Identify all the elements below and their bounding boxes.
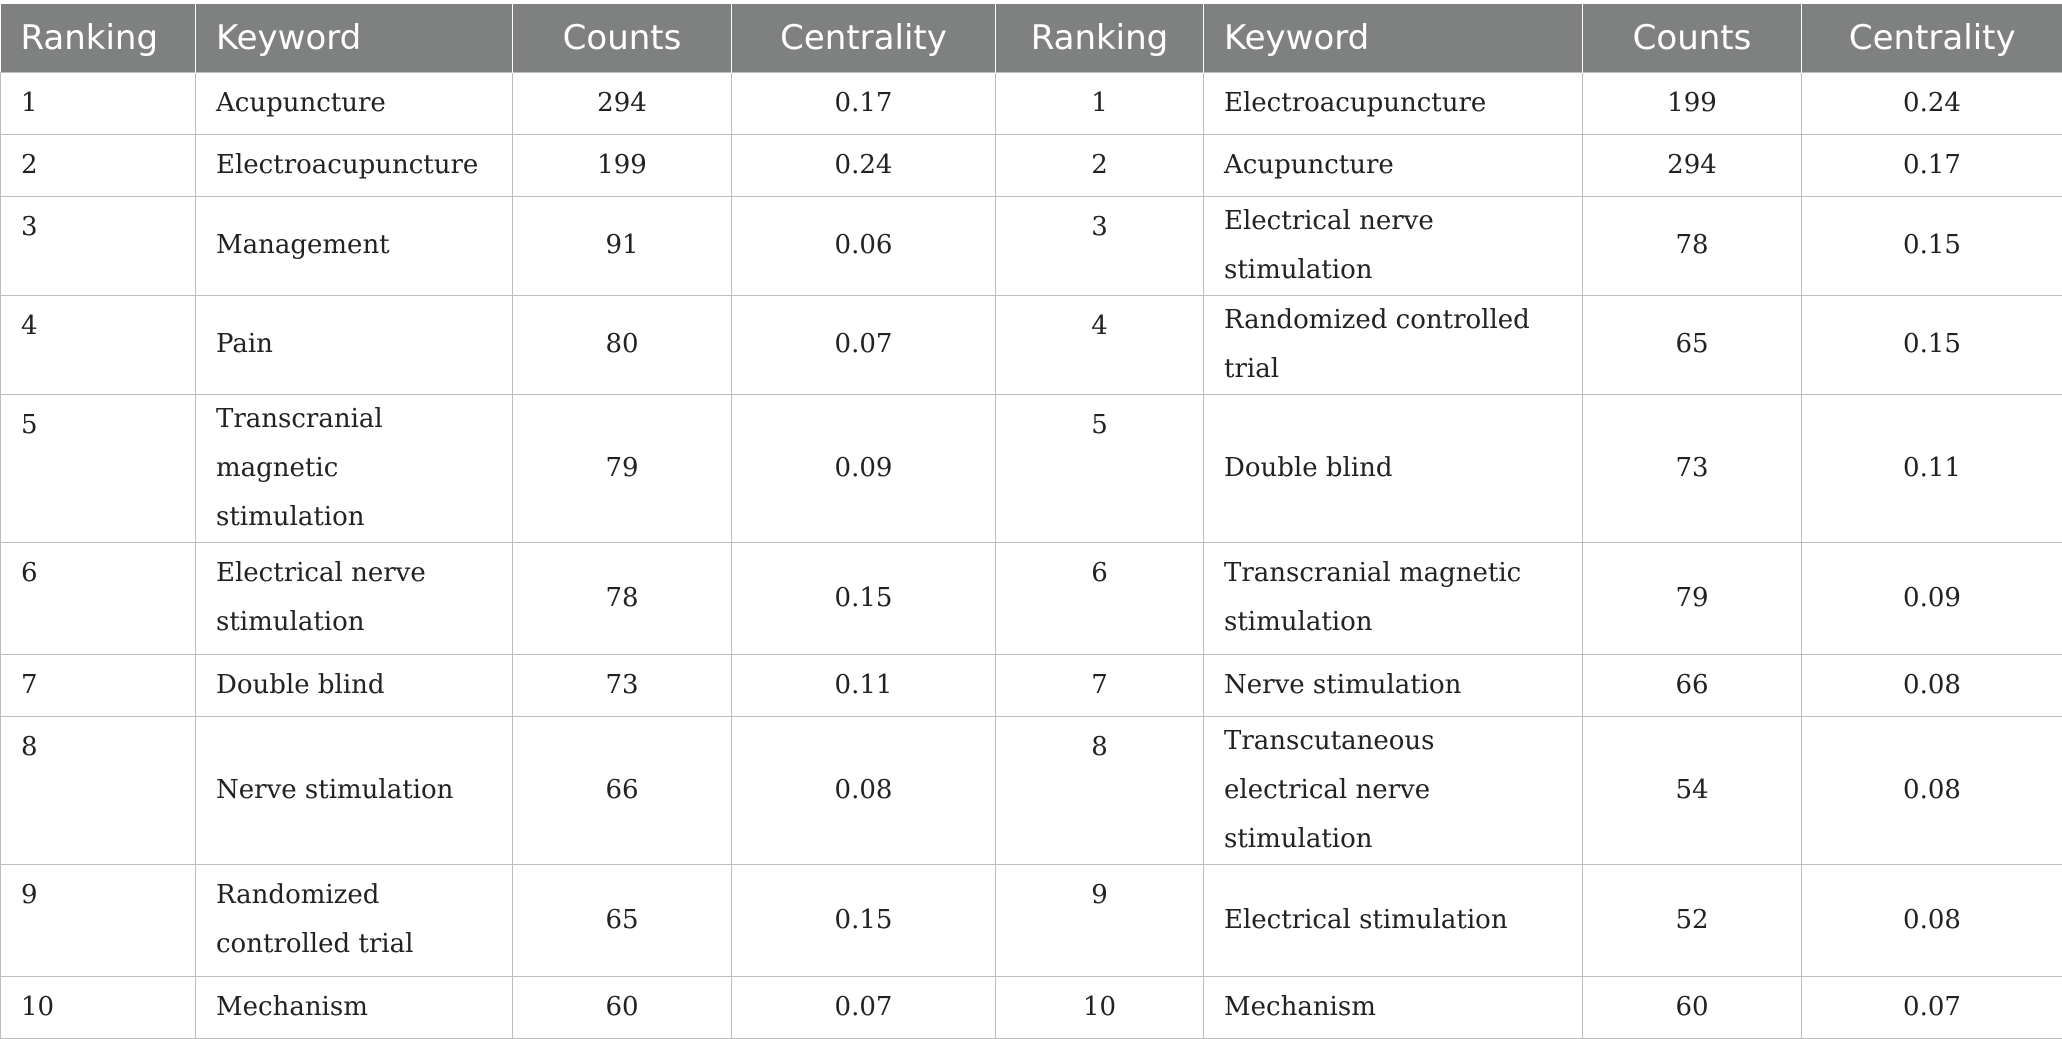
keyword-cell: Acupuncture [1204,134,1583,196]
rank-cell: 2 [996,134,1204,196]
centrality-cell: 0.08 [732,716,996,864]
counts-cell: 91 [513,196,732,295]
counts-cell: 73 [1583,394,1802,542]
keyword-cell: Electroacupuncture [1204,72,1583,134]
counts-cell: 79 [513,394,732,542]
rank-cell: 5 [996,394,1204,542]
keyword-ranking-table-container [0,4,2062,1039]
centrality-cell: 0.17 [1802,134,2062,196]
keyword-cell: Management [196,196,513,295]
centrality-cell: 0.07 [1802,976,2062,1038]
table-row [1,716,2062,864]
table-row [1,976,2062,1038]
rank-cell: 4 [1,295,196,394]
counts-cell: 66 [513,716,732,864]
counts-cell: 73 [513,654,732,716]
table-row [1,654,2062,716]
keyword-cell: Electrical stimulation [1204,864,1583,976]
counts-cell: 54 [1583,716,1802,864]
centrality-cell: 0.24 [732,134,996,196]
keyword-cell: Double blind [196,654,513,716]
counts-cell: 78 [1583,196,1802,295]
counts-cell: 65 [1583,295,1802,394]
counts-cell: 65 [513,864,732,976]
counts-cell: 66 [1583,654,1802,716]
rank-cell: 7 [1,654,196,716]
rank-cell: 4 [996,295,1204,394]
table-row [1,134,2062,196]
header-ranking-right: Ranking [996,4,1204,72]
counts-cell: 294 [513,72,732,134]
centrality-cell: 0.07 [732,976,996,1038]
centrality-cell: 0.08 [1802,864,2062,976]
keyword-cell: Nerve stimulation [196,716,513,864]
counts-cell: 294 [1583,134,1802,196]
table-row [1,295,2062,394]
table-row [1,196,2062,295]
table-row [1,864,2062,976]
table-row [1,72,2062,134]
rank-cell: 3 [996,196,1204,295]
header-counts-left: Counts [513,4,732,72]
rank-cell: 10 [1,976,196,1038]
counts-cell: 199 [513,134,732,196]
keyword-cell: Electroacupuncture [196,134,513,196]
keyword-cell: Electrical nerve stimulation [196,542,513,654]
keyword-cell: Mechanism [1204,976,1583,1038]
centrality-cell: 0.15 [1802,295,2062,394]
keyword-cell: Acupuncture [196,72,513,134]
centrality-cell: 0.08 [1802,654,2062,716]
rank-cell: 9 [1,864,196,976]
table-row [1,542,2062,654]
counts-cell: 60 [513,976,732,1038]
table-row [1,394,2062,542]
keyword-cell: Mechanism [196,976,513,1038]
rank-cell: 8 [1,716,196,864]
counts-cell: 79 [1583,542,1802,654]
header-centrality-left: Centrality [732,4,996,72]
rank-cell: 8 [996,716,1204,864]
centrality-cell: 0.15 [1802,196,2062,295]
keyword-cell: Randomized controlled trial [1204,295,1583,394]
rank-cell: 1 [996,72,1204,134]
keyword-cell: Double blind [1204,394,1583,542]
header-keyword-left: Keyword [196,4,513,72]
keyword-cell: Randomized controlled trial [196,864,513,976]
centrality-cell: 0.09 [1802,542,2062,654]
header-ranking-left: Ranking [1,4,196,72]
rank-cell: 9 [996,864,1204,976]
centrality-cell: 0.17 [732,72,996,134]
keyword-cell: Pain [196,295,513,394]
centrality-cell: 0.15 [732,542,996,654]
rank-cell: 5 [1,394,196,542]
counts-cell: 52 [1583,864,1802,976]
header-row [1,4,2062,72]
keyword-cell: Nerve stimulation [1204,654,1583,716]
keyword-cell: Electrical nerve stimulation [1204,196,1583,295]
centrality-cell: 0.06 [732,196,996,295]
counts-cell: 199 [1583,72,1802,134]
table-header [1,4,2062,72]
header-keyword-right: Keyword [1204,4,1583,72]
header-counts-right: Counts [1583,4,1802,72]
centrality-cell: 0.11 [1802,394,2062,542]
keyword-cell: Transcranial magnetic stimulation [196,394,513,542]
centrality-cell: 0.09 [732,394,996,542]
rank-cell: 1 [1,72,196,134]
rank-cell: 2 [1,134,196,196]
counts-cell: 78 [513,542,732,654]
table-body [1,72,2062,1038]
centrality-cell: 0.11 [732,654,996,716]
centrality-cell: 0.08 [1802,716,2062,864]
header-centrality-right: Centrality [1802,4,2062,72]
counts-cell: 80 [513,295,732,394]
rank-cell: 3 [1,196,196,295]
centrality-cell: 0.07 [732,295,996,394]
keyword-cell: Transcranial magnetic stimulation [1204,542,1583,654]
centrality-cell: 0.15 [732,864,996,976]
centrality-cell: 0.24 [1802,72,2062,134]
keyword-ranking-table [0,4,2062,1039]
rank-cell: 6 [1,542,196,654]
rank-cell: 6 [996,542,1204,654]
keyword-cell: Transcutaneous electrical nerve stimulation [1204,716,1583,864]
counts-cell: 60 [1583,976,1802,1038]
rank-cell: 7 [996,654,1204,716]
rank-cell: 10 [996,976,1204,1038]
